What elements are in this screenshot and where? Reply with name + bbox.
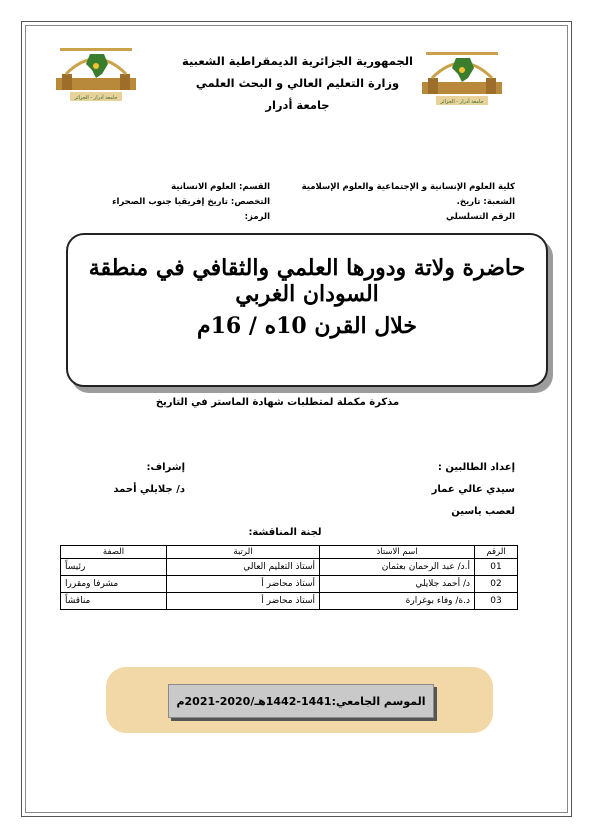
republic-name: الجمهورية الجزائرية الديمقراطية الشعبية (181, 54, 413, 68)
department-label: القسم: العلوم الانسانية (171, 182, 270, 192)
code-label: الرمز: (244, 212, 270, 222)
title-box (66, 233, 548, 387)
row-role: مشرفا ومقررا (61, 576, 167, 593)
column-header-number: الرقم (475, 546, 518, 559)
table-header-row (61, 546, 518, 559)
thesis-title-line2: خلال القرن 10ه / 16م (196, 313, 418, 339)
academic-season-text: الموسم الجامعي:1441-1442هـ/2020-2021م (176, 694, 426, 708)
row-number: 01 (475, 559, 518, 576)
column-header-name: اسم الاستاذ (320, 546, 475, 559)
row-professor-name: أ.د/ عبد الرحمان بعثمان (320, 559, 475, 576)
column-header-role: الصفة (61, 546, 167, 559)
logo-caption: جامعة أدرار - الجزائر (440, 99, 484, 105)
row-role: مناقشاً (61, 593, 167, 610)
logo-caption: جامعة أدرار - الجزائر (74, 95, 118, 101)
row-rank: أستاذ التعليم العالي (167, 559, 320, 576)
committee-heading: لجنة المناقشة: (248, 527, 322, 538)
thesis-title-line1: حاضرة ولاتة ودورها العلمي والثقافي في منطقة السودان الغربي (88, 255, 526, 307)
faculty-label: كلية العلوم الإنسانية و الإجتماعية والعلوم الإسلامية (301, 182, 515, 192)
row-number: 03 (475, 593, 518, 610)
student-name-1: سيدي عالي عمار (431, 484, 515, 495)
row-number: 02 (475, 576, 518, 593)
university-logo-left (52, 48, 140, 104)
students-heading: إعداد الطالبين : (437, 462, 515, 473)
row-role: رئيساً (61, 559, 167, 576)
supervisor-heading: إشراف: (146, 462, 185, 473)
academic-season-box (106, 667, 493, 733)
serial-label: الرقم التسلسلي (446, 212, 515, 222)
row-professor-name: د/ أحمد جلايلي (320, 576, 475, 593)
table-row (61, 559, 518, 576)
row-rank: أستاذ محاضر أ (167, 593, 320, 610)
specialty-label: التخصص: تاريخ إفريقيا جنوب الصحراء (112, 197, 270, 207)
season-label-box (168, 684, 434, 718)
branch-label: الشعبة: تاريخ. (456, 197, 515, 207)
supervisor-name: د/ جلايلي أحمد (113, 484, 185, 495)
thesis-subtitle: مذكرة مكملة لمتطلبات شهادة الماستر في التاريخ (155, 397, 400, 408)
ministry-name: وزارة التعليم العالي و البحث العلمي (195, 76, 400, 90)
table-row (61, 593, 518, 610)
row-rank: أستاذ محاضر أ (167, 576, 320, 593)
university-name: جامعة أدرار (265, 98, 330, 112)
table-row (61, 576, 518, 593)
row-professor-name: د.ة/ وفاء بوغرارة (320, 593, 475, 610)
column-header-rank: الرتبة (167, 546, 320, 559)
committee-table (60, 545, 518, 610)
university-logo-right (418, 52, 506, 108)
student-name-2: لعصب ياسين (451, 506, 515, 517)
